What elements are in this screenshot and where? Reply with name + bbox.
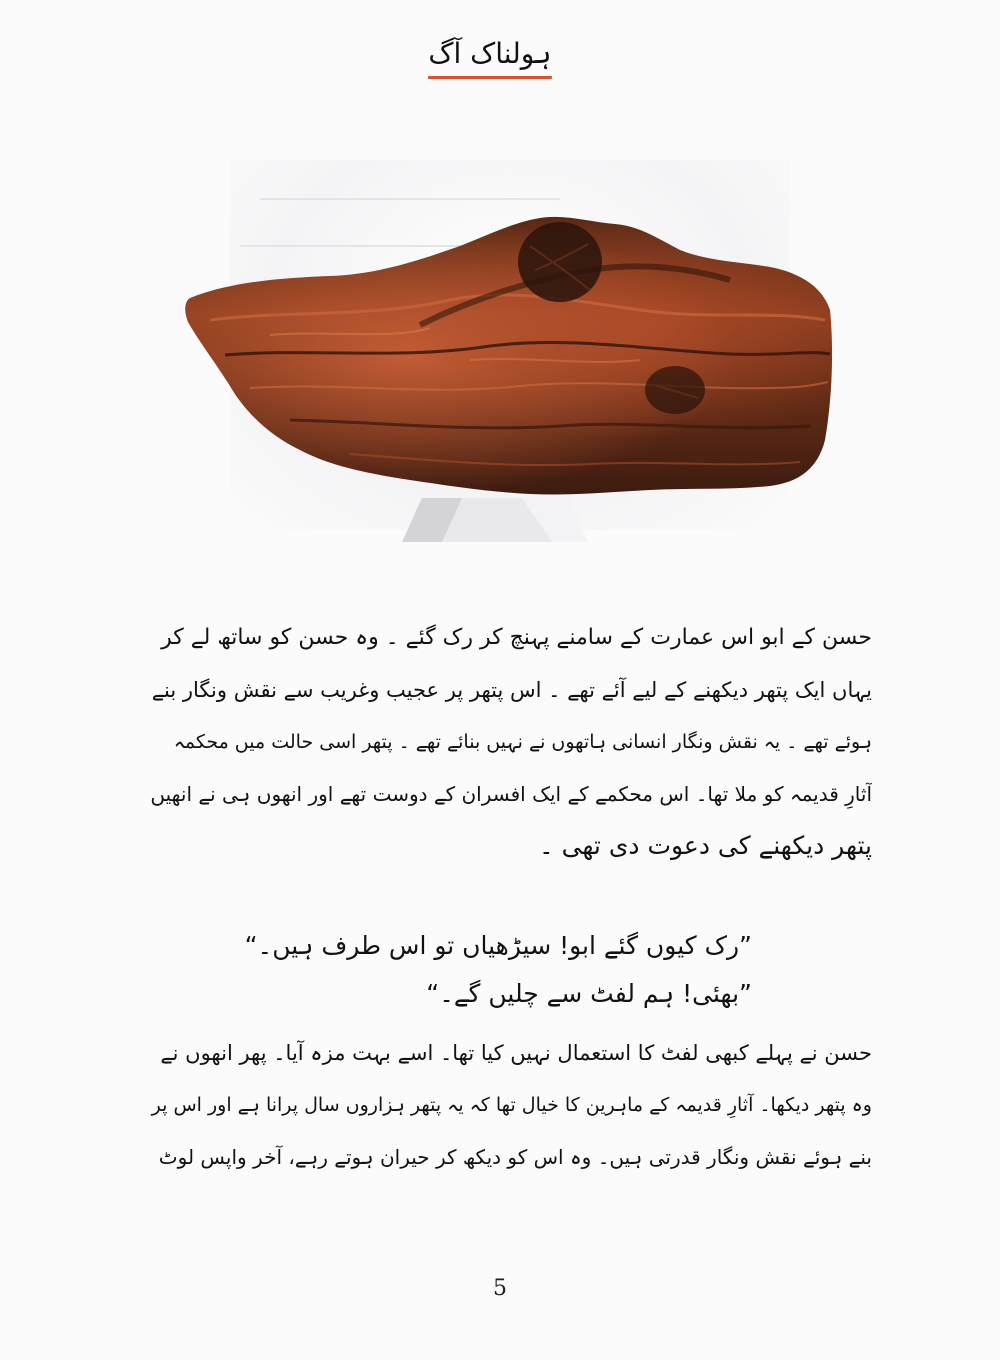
title-underline: [428, 76, 552, 79]
text-line: حسن نے پہلے کبھی لفٹ کا استعمال نہیں کیا تھا۔ اسے بہت مزہ آیا۔ پھر انھوں نے: [160, 1041, 872, 1065]
text-line: ہوئے تھے ۔ یہ نقش ونگار انسانی ہاتھوں نے نہیں بنائے تھے ۔ پتھر اسی حالت میں محکمہ: [173, 731, 872, 753]
dialogue-block: [140, 922, 872, 1018]
chapter-title: ہولناک آگ: [428, 37, 552, 70]
stone-relic-icon: [170, 150, 840, 510]
chapter-header: [400, 36, 580, 79]
text-line: بنے ہوئے نقش ونگار قدرتی ہیں۔ وہ اس کو دیکھ کر حیران ہوتے رہے، آخر واپس لوٹ: [158, 1145, 872, 1169]
text-line: آثارِ قدیمہ کو ملا تھا۔ اس محکمے کے ایک افسران کے دوست تھے اور انھوں ہی نے انھیں: [150, 782, 872, 806]
text-line: وہ پتھر دیکھا۔ آثارِ قدیمہ کے ماہرین کا خیال تھا کہ یہ پتھر ہزاروں سال پرانا ہے اور اس پر: [151, 1094, 872, 1116]
paragraph-1: [140, 612, 872, 872]
dialogue-line: ”رک کیوں گئے ابو! سیڑھیاں تو اس طرف ہیں۔“: [244, 931, 752, 960]
paragraph-2: [140, 1027, 872, 1183]
text-line: پتھر دیکھنے کی دعوت دی تھی ۔: [538, 831, 872, 860]
text-line: حسن کے ابو اس عمارت کے سامنے پہنچ کر رک گئے ۔ وہ حسن کو ساتھ لے کر: [161, 625, 872, 650]
page-number: 5: [493, 1276, 507, 1301]
dialogue-line: ”بھئی! ہم لفٹ سے چلیں گے۔“: [426, 979, 752, 1008]
text-line: یہاں ایک پتھر دیکھنے کے لیے آئے تھے ۔ اس پتھر پر عجیب وغریب سے نقش ونگار بنے: [151, 678, 872, 702]
stone-photo: [170, 150, 840, 550]
